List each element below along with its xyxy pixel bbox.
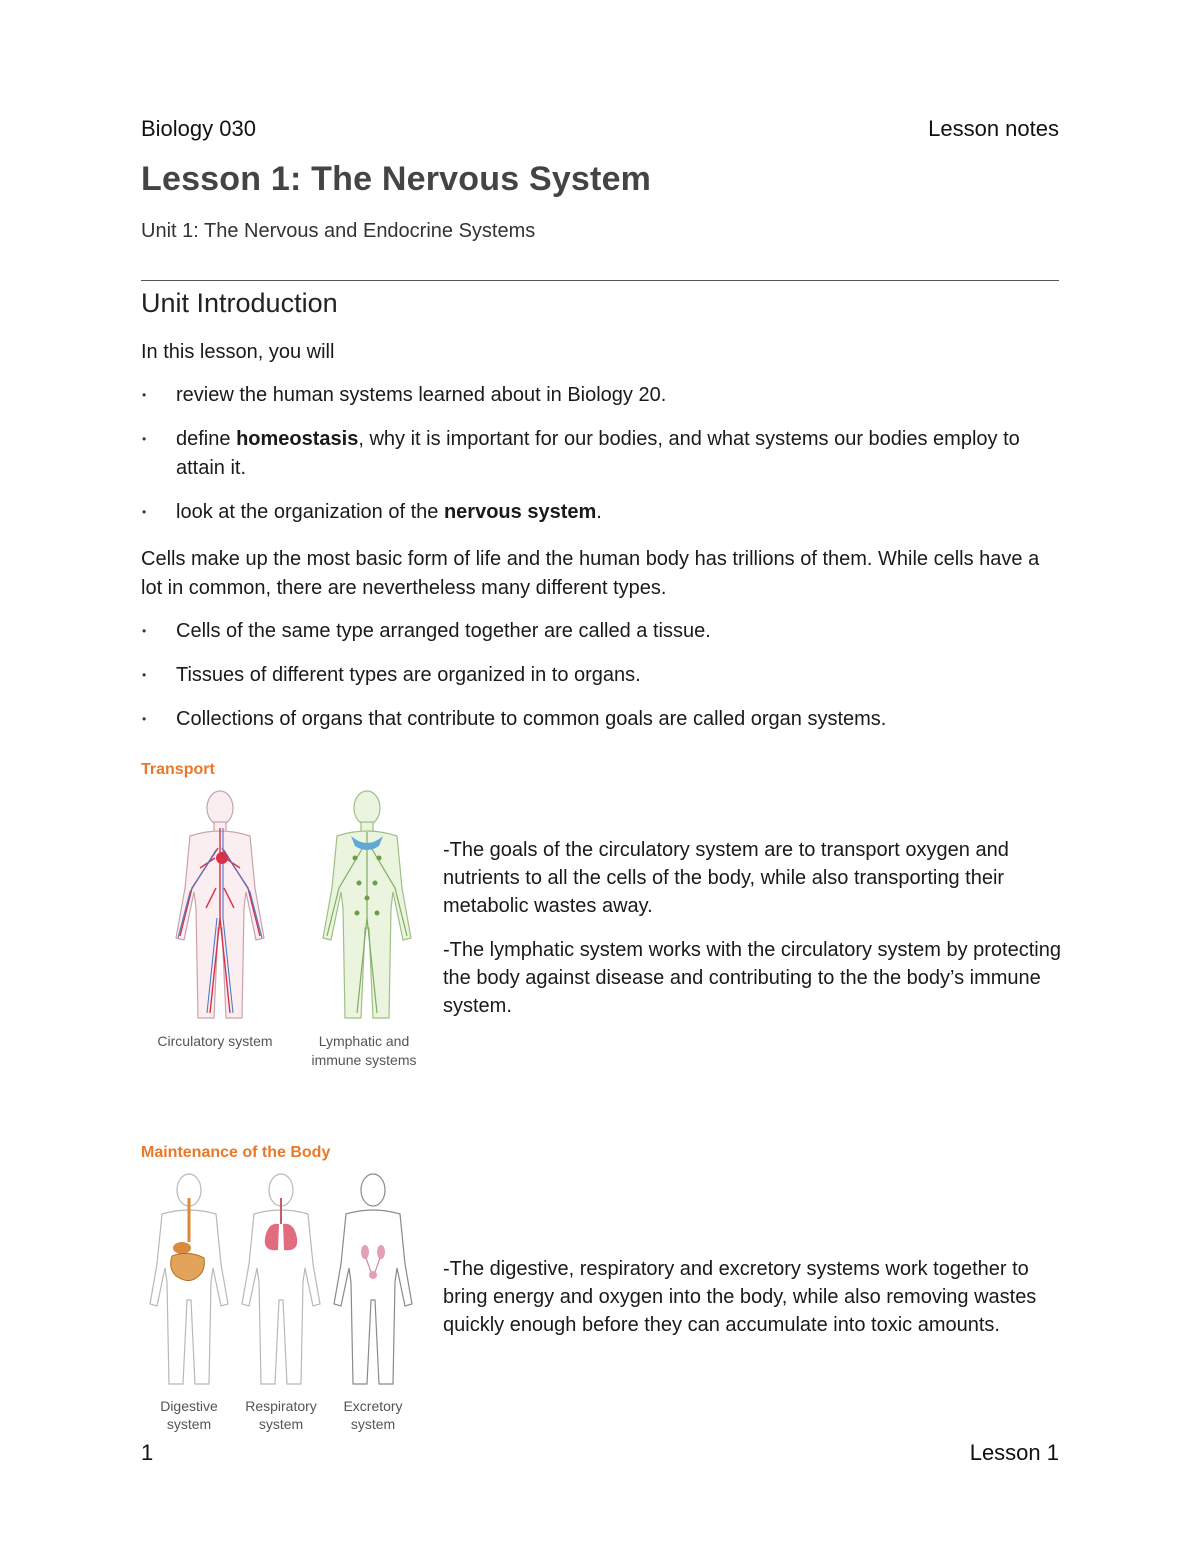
excretory-system-illustration — [330, 1172, 416, 1392]
list-item: • Tissues of different types are organized in to organs. — [141, 661, 1059, 690]
list-item: • define homeostasis, why it is important for our bodies, and what systems our bodies employ to attain it. — [141, 425, 1059, 483]
page-number: 1 — [141, 1440, 154, 1465]
cells-list — [141, 617, 1059, 749]
bullet-icon: • — [142, 505, 147, 519]
transport-description — [443, 836, 1063, 1036]
list-item: • Collections of organs that contribute to common goals are called organ systems. — [141, 705, 1059, 734]
term-nervous-system: nervous system — [443, 501, 597, 523]
cells-paragraph: Cells make up the most basic form of life and the human body has trillions of them. While cells have a lot in common, there are nevertheless many different types. — [141, 548, 1040, 599]
list-item: • Cells of the same type arranged together are called a tissue. — [141, 617, 1059, 646]
circulatory-description: -The goals of the circulatory system are to transport oxygen and nutrients to all the cells of the body, while also transporting their metabolic wastes away. — [443, 839, 1009, 917]
caption-lymphatic-line2: immune systems — [311, 1052, 417, 1068]
digestive-system-illustration — [146, 1172, 232, 1392]
horizontal-divider — [141, 280, 1059, 281]
objectives-list — [141, 381, 1059, 542]
section-heading: Unit Introduction — [141, 288, 338, 318]
circulatory-system-illustration — [160, 788, 280, 1028]
lymphatic-description: -The lymphatic system works with the circulatory system by protecting the body against disease and contributing to the the body’s immune system. — [443, 939, 1061, 1017]
lymphatic-system-illustration — [307, 788, 427, 1028]
footer-lesson-label: Lesson 1 — [969, 1440, 1059, 1465]
list-item: • look at the organization of the nervous system. — [141, 498, 1059, 527]
figure-title-maintenance: Maintenance of the Body — [141, 1144, 331, 1161]
caption-respiratory-line1: Respiratory — [245, 1398, 317, 1414]
figure-title-transport: Transport — [141, 761, 215, 778]
term-homeostasis: homeostasis — [236, 428, 359, 450]
page-title: Lesson 1: The Nervous System — [141, 160, 652, 198]
respiratory-system-illustration — [238, 1172, 324, 1392]
maintenance-description — [443, 1255, 1063, 1355]
bullet-icon: • — [142, 712, 147, 726]
course-name: Biology 030 — [141, 116, 256, 141]
page-subtitle: Unit 1: The Nervous and Endocrine Systems — [141, 220, 536, 242]
caption-lymphatic-line1: Lymphatic and — [318, 1033, 410, 1049]
bullet-icon: • — [142, 388, 147, 402]
intro-text: In this lesson, you will — [141, 341, 335, 363]
bullet-icon: • — [142, 668, 147, 682]
caption-digestive-line2: system — [166, 1416, 212, 1432]
caption-digestive-line1: Digestive — [160, 1398, 218, 1414]
bullet-icon: • — [142, 432, 147, 446]
maintenance-text: -The digestive, respiratory and excretory systems work together to bring energy and oxygen into the body, while also removing wastes quickly enough before they can accumulate into toxic amounts. — [443, 1258, 1037, 1336]
list-item: • review the human systems learned about in Biology 20. — [141, 381, 1059, 410]
caption-respiratory-line2: system — [258, 1416, 304, 1432]
document-type: Lesson notes — [928, 116, 1059, 141]
caption-circulatory: Circulatory system — [157, 1033, 273, 1049]
caption-excretory-line2: system — [350, 1416, 396, 1432]
bullet-icon: • — [142, 624, 147, 638]
caption-excretory-line1: Excretory — [343, 1398, 403, 1414]
